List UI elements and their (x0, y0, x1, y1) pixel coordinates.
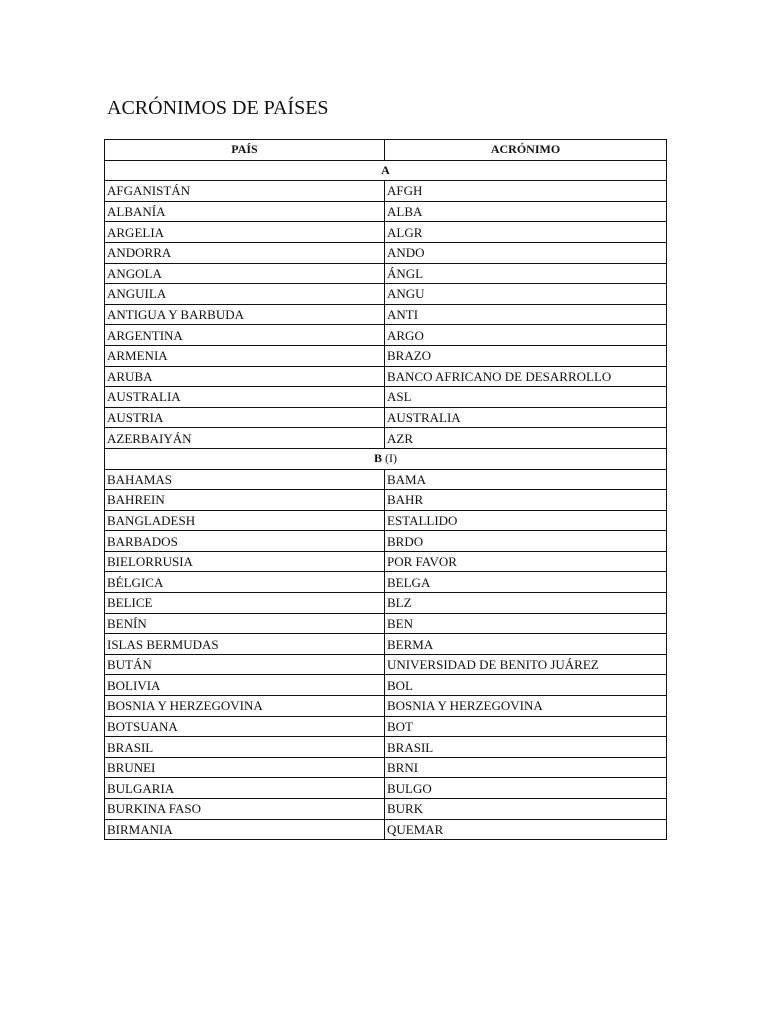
country-cell: BIRMANIA (105, 819, 385, 840)
acronym-cell: BAHR (385, 490, 667, 511)
acronym-cell: BOSNIA Y HERZEGOVINA (385, 696, 667, 717)
header-pais: PAÍS (105, 140, 385, 161)
acronym-cell: QUEMAR (385, 819, 667, 840)
header-acronimo: ACRÓNIMO (385, 140, 667, 161)
table-row (105, 222, 667, 243)
acronym-cell: AUSTRALIA (385, 407, 667, 428)
table-row (105, 469, 667, 490)
acronym-cell: ESTALLIDO (385, 510, 667, 531)
acronym-cell: BRAZO (385, 345, 667, 366)
section-row (105, 448, 667, 469)
country-cell: ALBANÍA (105, 201, 385, 222)
country-cell: BANGLADESH (105, 510, 385, 531)
acronym-cell: ARGO (385, 325, 667, 346)
section-letter: A (381, 162, 390, 177)
acronym-cell: BULGO (385, 778, 667, 799)
country-cell: AZERBAIYÁN (105, 428, 385, 449)
acronym-cell: BAMA (385, 469, 667, 490)
country-cell: ARUBA (105, 366, 385, 387)
country-cell: BURKINA FASO (105, 799, 385, 820)
table-row (105, 757, 667, 778)
table-row (105, 242, 667, 263)
acronym-cell: BURK (385, 799, 667, 820)
acronym-cell: BOL (385, 675, 667, 696)
country-cell: ANDORRA (105, 242, 385, 263)
table-body (105, 160, 667, 840)
acronym-cell: ALBA (385, 201, 667, 222)
table-header-row (105, 140, 667, 161)
table-row (105, 263, 667, 284)
country-cell: BELICE (105, 593, 385, 614)
acronym-cell: BRASIL (385, 737, 667, 758)
table-row (105, 428, 667, 449)
country-cell: BUTÁN (105, 654, 385, 675)
section-heading (105, 160, 667, 181)
country-cell: ISLAS BERMUDAS (105, 634, 385, 655)
country-cell: BULGARIA (105, 778, 385, 799)
table-row (105, 696, 667, 717)
table-row (105, 654, 667, 675)
country-cell: BARBADOS (105, 531, 385, 552)
country-cell: ARGENTINA (105, 325, 385, 346)
table-row (105, 490, 667, 511)
table-row (105, 304, 667, 325)
document-title: ACRÓNIMOS DE PAÍSES (107, 97, 329, 119)
country-cell: BOLIVIA (105, 675, 385, 696)
table-row (105, 510, 667, 531)
acronym-cell: ANTI (385, 304, 667, 325)
table-row (105, 181, 667, 202)
table-row (105, 551, 667, 572)
section-letter: B (373, 451, 382, 466)
acronym-cell: BANCO AFRICANO DE DESARROLLO (385, 366, 667, 387)
acronym-cell: POR FAVOR (385, 551, 667, 572)
country-cell: ARMENIA (105, 345, 385, 366)
table-row (105, 407, 667, 428)
table-row (105, 613, 667, 634)
acronym-cell: BERMA (385, 634, 667, 655)
section-heading (105, 448, 667, 469)
country-cell: BAHAMAS (105, 469, 385, 490)
acronym-cell: AFGH (385, 181, 667, 202)
country-cell: AUSTRIA (105, 407, 385, 428)
table-row (105, 387, 667, 408)
table-row (105, 345, 667, 366)
table-row (105, 284, 667, 305)
acronym-cell: ANGU (385, 284, 667, 305)
acronym-cell: ÁNGL (385, 263, 667, 284)
acronym-cell: BRNI (385, 757, 667, 778)
acronym-cell: ALGR (385, 222, 667, 243)
country-cell: BÉLGICA (105, 572, 385, 593)
acronyms-table (104, 139, 667, 840)
country-cell: BRASIL (105, 737, 385, 758)
country-cell: AFGANISTÁN (105, 181, 385, 202)
acronym-cell: ANDO (385, 242, 667, 263)
table-row (105, 778, 667, 799)
acronym-cell: BOT (385, 716, 667, 737)
country-cell: BOTSUANA (105, 716, 385, 737)
table-row (105, 819, 667, 840)
acronym-cell: BEN (385, 613, 667, 634)
country-cell: BRUNEI (105, 757, 385, 778)
acronym-cell: BLZ (385, 593, 667, 614)
country-cell: ANGUILA (105, 284, 385, 305)
table-row (105, 675, 667, 696)
country-cell: BAHREIN (105, 490, 385, 511)
table-row (105, 737, 667, 758)
country-cell: ANGOLA (105, 263, 385, 284)
table-row (105, 366, 667, 387)
country-cell: BIELORRUSIA (105, 551, 385, 572)
acronym-cell: ASL (385, 387, 667, 408)
acronym-cell: BELGA (385, 572, 667, 593)
section-row (105, 160, 667, 181)
table-row (105, 325, 667, 346)
country-cell: BOSNIA Y HERZEGOVINA (105, 696, 385, 717)
table-row (105, 531, 667, 552)
table-row (105, 593, 667, 614)
acronym-cell: BRDO (385, 531, 667, 552)
table-row (105, 572, 667, 593)
table-row (105, 799, 667, 820)
country-cell: ANTIGUA Y BARBUDA (105, 304, 385, 325)
acronym-cell: UNIVERSIDAD DE BENITO JUÁREZ (385, 654, 667, 675)
section-suffix: (I) (382, 451, 397, 466)
country-cell: BENÍN (105, 613, 385, 634)
acronym-cell: AZR (385, 428, 667, 449)
country-cell: ARGELIA (105, 222, 385, 243)
table-row (105, 201, 667, 222)
table-row (105, 716, 667, 737)
country-cell: AUSTRALIA (105, 387, 385, 408)
table-row (105, 634, 667, 655)
